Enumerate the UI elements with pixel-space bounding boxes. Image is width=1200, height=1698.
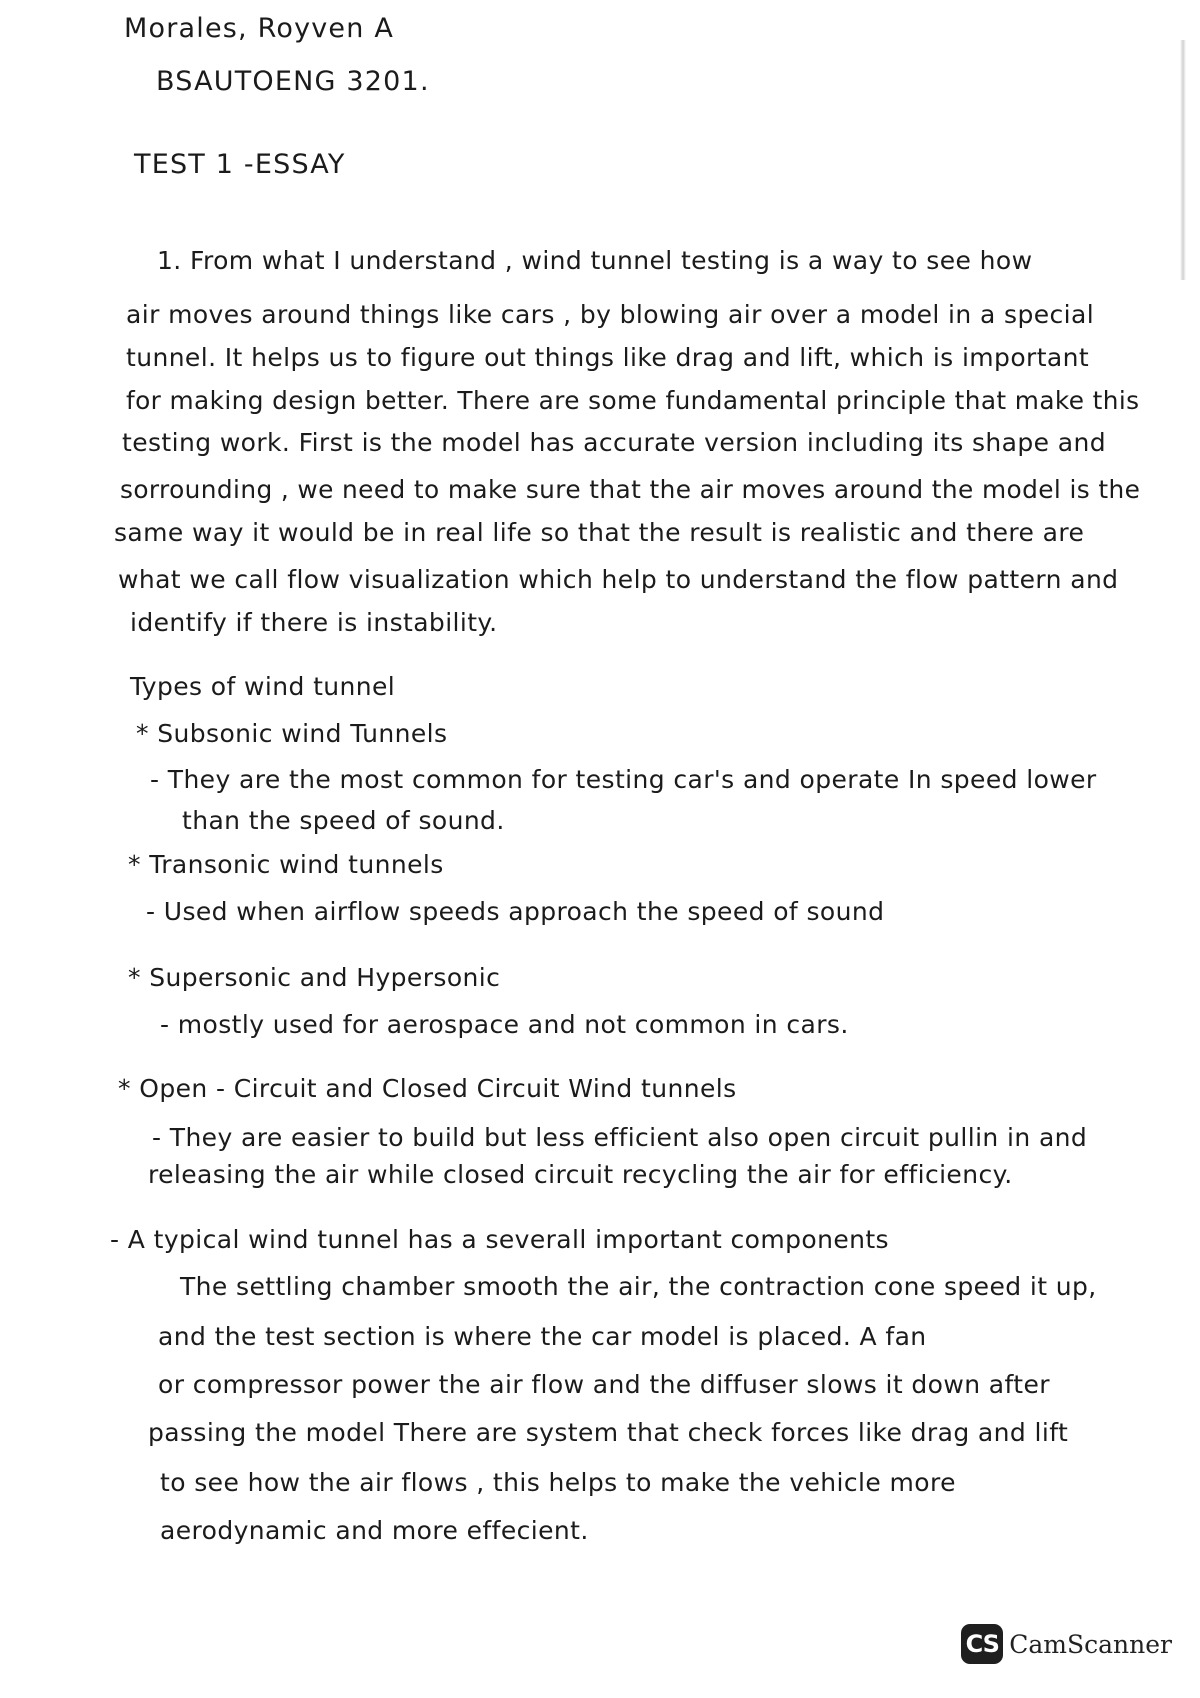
test-title: TEST 1 -ESSAY bbox=[134, 149, 346, 180]
supersonic-desc: - mostly used for aerospace and not common in cars. bbox=[160, 1010, 849, 1039]
circuit-desc-1: - They are easier to build but less efficient also open circuit pullin in and bbox=[152, 1123, 1088, 1152]
circuit-desc-2: releasing the air while closed circuit recycling the air for efficiency. bbox=[148, 1160, 1013, 1189]
scan-edge-shadow bbox=[1180, 40, 1186, 280]
camscanner-watermark bbox=[961, 1624, 1172, 1664]
components-line-3: or compressor power the air flow and the diffuser slows it down after bbox=[158, 1370, 1050, 1399]
circuit-heading: * Open - Circuit and Closed Circuit Wind tunnels bbox=[118, 1074, 737, 1103]
essay-line-2: air moves around things like cars , by blowing air over a model in a special bbox=[126, 300, 1095, 329]
supersonic-heading: * Supersonic and Hypersonic bbox=[128, 963, 501, 992]
essay-line-9: identify if there is instability. bbox=[130, 608, 498, 637]
types-heading: Types of wind tunnel bbox=[130, 672, 396, 701]
essay-line-3: tunnel. It helps us to figure out things like drag and lift, which is important bbox=[126, 343, 1090, 372]
essay-line-8: what we call flow visualization which help to understand the flow pattern and bbox=[118, 565, 1119, 594]
student-name: Morales, Royven A bbox=[124, 13, 395, 44]
essay-line-7: same way it would be in real life so that the result is realistic and there are bbox=[114, 518, 1085, 547]
essay-line-4: for making design better. There are some fundamental principle that make this bbox=[126, 386, 1140, 415]
camscanner-wordmark: CamScanner bbox=[1009, 1629, 1172, 1659]
components-line-4: passing the model There are system that check forces like drag and lift bbox=[148, 1418, 1069, 1447]
essay-line-5: testing work. First is the model has accurate version including its shape and bbox=[122, 428, 1107, 457]
transonic-desc: - Used when airflow speeds approach the speed of sound bbox=[146, 897, 885, 926]
subsonic-desc-1: - They are the most common for testing car's and operate In speed lower bbox=[150, 765, 1097, 794]
subsonic-desc-2: than the speed of sound. bbox=[182, 806, 505, 835]
subsonic-heading: * Subsonic wind Tunnels bbox=[136, 719, 448, 748]
essay-line-6: sorrounding , we need to make sure that the air moves around the model is the bbox=[120, 475, 1141, 504]
components-line-1: The settling chamber smooth the air, the contraction cone speed it up, bbox=[180, 1272, 1097, 1301]
components-heading: - A typical wind tunnel has a severall important components bbox=[110, 1225, 889, 1254]
components-line-2: and the test section is where the car model is placed. A fan bbox=[158, 1322, 927, 1351]
essay-line-1: 1. From what I understand , wind tunnel testing is a way to see how bbox=[157, 246, 1033, 275]
camscanner-logo-icon: CS bbox=[961, 1624, 1003, 1664]
transonic-heading: * Transonic wind tunnels bbox=[128, 850, 444, 879]
components-line-6: aerodynamic and more effecient. bbox=[160, 1516, 589, 1545]
components-line-5: to see how the air flows , this helps to make the vehicle more bbox=[160, 1468, 956, 1497]
course-section: BSAUTOENG 3201. bbox=[156, 66, 430, 97]
